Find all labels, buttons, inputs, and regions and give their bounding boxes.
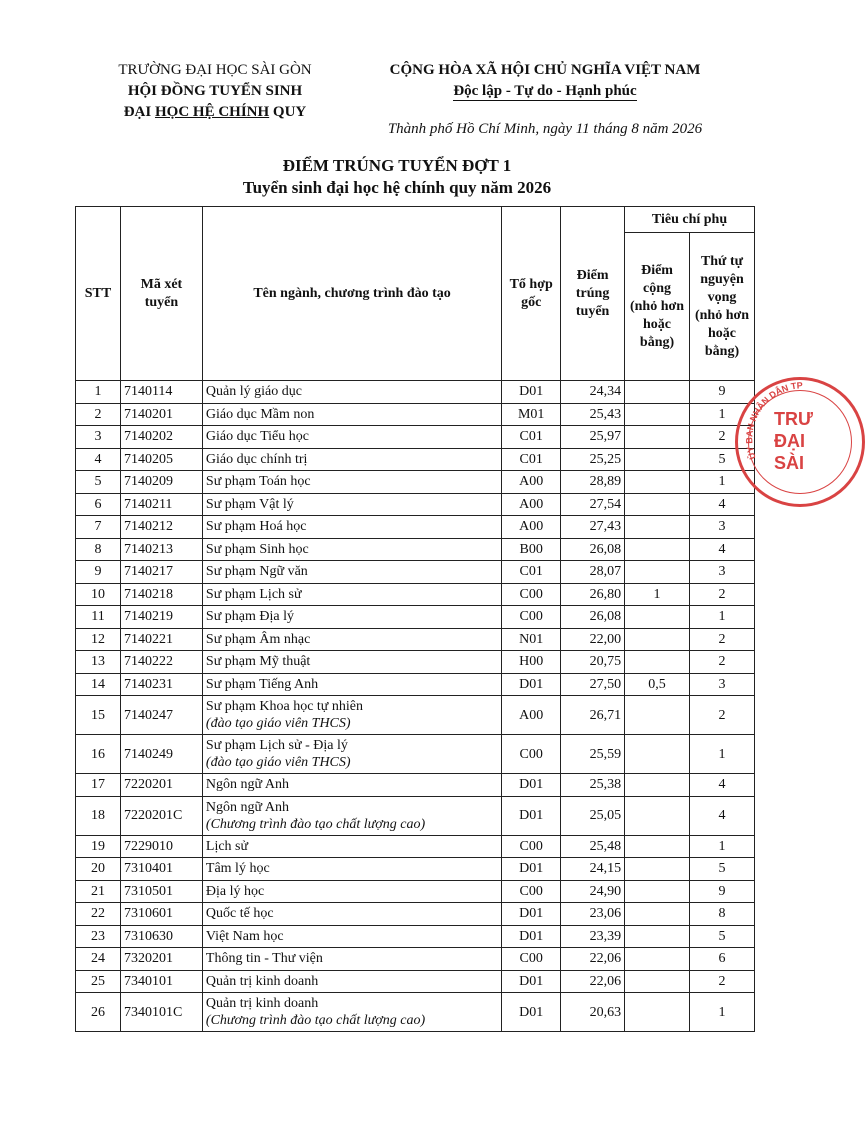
cell-bonus: 1 [625, 583, 690, 606]
cell-score: 26,71 [561, 696, 625, 735]
header-sub-criteria: Tiêu chí phụ [625, 207, 755, 233]
cell-name [202, 673, 501, 696]
cell-bonus [625, 538, 690, 561]
cell-code: 7340101 [120, 970, 202, 993]
cell-score: 25,48 [561, 835, 625, 858]
cell-group: B00 [502, 538, 561, 561]
cell-group: N01 [502, 628, 561, 651]
cell-name [202, 561, 501, 584]
program-title: Sư phạm Lịch sử - Địa lý [205, 738, 348, 753]
seal-line-1: TRƯ [774, 409, 813, 429]
cell-stt: 5 [76, 471, 121, 494]
program-note: (đào tạo giáo viên THCS) [205, 716, 351, 731]
cell-score: 27,50 [561, 673, 625, 696]
cell-bonus [625, 516, 690, 539]
cell-stt: 14 [76, 673, 121, 696]
table-row [76, 673, 755, 696]
program-title: Thông tin - Thư viện [205, 951, 323, 967]
cell-stt: 25 [76, 970, 121, 993]
cell-group: A00 [502, 471, 561, 494]
table-row [76, 835, 755, 858]
cell-order: 3 [689, 516, 754, 539]
cell-group: A00 [502, 493, 561, 516]
cell-group: A00 [502, 516, 561, 539]
cell-order: 5 [689, 858, 754, 881]
cell-bonus [625, 735, 690, 774]
table-row [76, 735, 755, 774]
table-row [76, 471, 755, 494]
cell-code: 7310501 [120, 880, 202, 903]
cell-code: 7320201 [120, 948, 202, 971]
cell-order: 3 [689, 561, 754, 584]
program-note: (đào tạo giáo viên THCS) [205, 755, 351, 770]
cell-score: 22,06 [561, 970, 625, 993]
cell-code: 7310401 [120, 858, 202, 881]
cell-code: 7140205 [120, 448, 202, 471]
university-name: TRƯỜNG ĐẠI HỌC SÀI GÒN [118, 62, 312, 78]
table-row [76, 651, 755, 674]
cell-group: C00 [502, 880, 561, 903]
table-row [76, 880, 755, 903]
cell-name [202, 925, 501, 948]
cell-score: 23,39 [561, 925, 625, 948]
cell-code: 7140231 [120, 673, 202, 696]
cell-name [202, 381, 501, 404]
cell-bonus: 0,5 [625, 673, 690, 696]
cell-code: 7140213 [120, 538, 202, 561]
cell-code: 7220201 [120, 774, 202, 797]
cell-order: 4 [689, 538, 754, 561]
cell-bonus [625, 561, 690, 584]
cell-score: 23,06 [561, 903, 625, 926]
program-title: Quản lý giáo dục [205, 384, 302, 400]
cell-stt: 24 [76, 948, 121, 971]
cell-name [202, 993, 501, 1032]
cell-stt: 23 [76, 925, 121, 948]
program-title: Sư phạm Lịch sử [205, 586, 302, 602]
cell-group: D01 [502, 381, 561, 404]
cell-bonus [625, 948, 690, 971]
table-row [76, 538, 755, 561]
program-title: Sư phạm Tiếng Anh [205, 676, 319, 692]
seal-line-2: ĐẠI [774, 431, 805, 451]
cell-stt: 21 [76, 880, 121, 903]
cell-score: 25,43 [561, 403, 625, 426]
cell-bonus [625, 835, 690, 858]
cell-bonus [625, 651, 690, 674]
cell-code: 7310630 [120, 925, 202, 948]
cell-order: 2 [689, 426, 754, 449]
cell-name [202, 493, 501, 516]
table-row [76, 970, 755, 993]
program-title: Giáo dục Tiểu học [205, 429, 309, 445]
cell-name [202, 516, 501, 539]
cell-order: 5 [689, 448, 754, 471]
header-bonus: Điểm cộng (nhỏ hơn hoặc bằng) [625, 233, 690, 381]
cell-group: M01 [502, 403, 561, 426]
cell-bonus [625, 448, 690, 471]
cell-score: 28,07 [561, 561, 625, 584]
cell-name [202, 735, 501, 774]
cell-bonus [625, 796, 690, 835]
cell-order: 2 [689, 651, 754, 674]
cell-code: 7140219 [120, 606, 202, 629]
cell-code: 7140201 [120, 403, 202, 426]
table-row [76, 448, 755, 471]
cell-name [202, 970, 501, 993]
cell-code: 7310601 [120, 903, 202, 926]
cell-name [202, 583, 501, 606]
program-title: Sư phạm Mỹ thuật [205, 654, 311, 670]
cell-stt: 16 [76, 735, 121, 774]
header-group: Tổ hợp gốc [502, 207, 561, 381]
program-title: Quản trị kinh doanh [205, 996, 319, 1011]
cell-name [202, 903, 501, 926]
cell-stt: 12 [76, 628, 121, 651]
cell-order: 1 [689, 471, 754, 494]
program-title: Sư phạm Địa lý [205, 609, 294, 625]
program-title: Quốc tế học [205, 906, 274, 922]
cell-group: C01 [502, 448, 561, 471]
cell-group: D01 [502, 970, 561, 993]
cell-stt: 18 [76, 796, 121, 835]
cell-bonus [625, 880, 690, 903]
cell-code: 7140211 [120, 493, 202, 516]
cell-code: 7140217 [120, 561, 202, 584]
document-date: Thành phố Hồ Chí Minh, ngày 11 tháng 8 năm 2026 [387, 121, 703, 137]
cell-order: 1 [689, 606, 754, 629]
cell-stt: 8 [76, 538, 121, 561]
cell-score: 25,59 [561, 735, 625, 774]
cell-order: 9 [689, 880, 754, 903]
program-title: Lịch sử [205, 838, 249, 854]
official-seal [735, 377, 865, 507]
cell-code: 7140222 [120, 651, 202, 674]
cell-score: 24,90 [561, 880, 625, 903]
cell-code: 7140218 [120, 583, 202, 606]
table-row [76, 903, 755, 926]
program-title: Ngôn ngữ Anh [205, 799, 289, 815]
cell-stt: 4 [76, 448, 121, 471]
cell-order: 5 [689, 925, 754, 948]
cell-order: 4 [689, 796, 754, 835]
cell-bonus [625, 426, 690, 449]
program-title: Địa lý học [205, 883, 265, 899]
program-title: Giáo dục Mầm non [205, 406, 315, 422]
cell-code: 7140221 [120, 628, 202, 651]
cell-stt: 26 [76, 993, 121, 1032]
header-name: Tên ngành, chương trình đào tạo [202, 207, 501, 381]
cell-stt: 7 [76, 516, 121, 539]
cell-bonus [625, 970, 690, 993]
cell-score: 26,08 [561, 606, 625, 629]
cell-bonus [625, 606, 690, 629]
program-title: Sư phạm Hoá học [205, 519, 307, 535]
cell-name [202, 628, 501, 651]
country-name: CỘNG HÒA XÃ HỘI CHỦ NGHĨA VIỆT NAM [389, 62, 701, 78]
header-order: Thứ tự nguyện vọng (nhỏ hơn hoặc bằng) [689, 233, 754, 381]
council-name: HỘI ĐỒNG TUYỂN SINH [127, 83, 303, 99]
header-code: Mã xét tuyển [120, 207, 202, 381]
program-title: Tâm lý học [205, 861, 270, 877]
cell-score: 25,38 [561, 774, 625, 797]
cell-order: 4 [689, 493, 754, 516]
cell-group: H00 [502, 651, 561, 674]
cell-order: 8 [689, 903, 754, 926]
program-title: Sư phạm Vật lý [205, 496, 294, 512]
cell-group: D01 [502, 673, 561, 696]
cell-group: D01 [502, 925, 561, 948]
cell-bonus [625, 381, 690, 404]
cell-bonus [625, 993, 690, 1032]
national-heading [360, 60, 730, 102]
cell-order: 6 [689, 948, 754, 971]
table-row [76, 858, 755, 881]
cell-name [202, 448, 501, 471]
cell-name [202, 403, 501, 426]
cell-score: 27,43 [561, 516, 625, 539]
national-motto: Độc lập - Tự do - Hạnh phúc [453, 83, 637, 99]
title-line-2: Tuyển sinh đại học hệ chính quy năm 2026 [242, 178, 552, 197]
cell-code: 7140209 [120, 471, 202, 494]
cell-stt: 9 [76, 561, 121, 584]
cell-stt: 6 [76, 493, 121, 516]
svg-text:ỦY BAN NHÂN DÂN TP: ỦY BAN NHÂN DÂN TP [744, 380, 804, 461]
cell-stt: 3 [76, 426, 121, 449]
cell-score: 24,34 [561, 381, 625, 404]
cell-group: C00 [502, 835, 561, 858]
cell-score: 25,05 [561, 796, 625, 835]
cell-group: C00 [502, 948, 561, 971]
cell-stt: 17 [76, 774, 121, 797]
program-note: (Chương trình đào tạo chất lượng cao) [205, 1013, 426, 1028]
cell-order: 2 [689, 970, 754, 993]
cell-score: 25,97 [561, 426, 625, 449]
cell-stt: 13 [76, 651, 121, 674]
cell-code: 7220201C [120, 796, 202, 835]
cell-stt: 15 [76, 696, 121, 735]
program-title: Sư phạm Khoa học tự nhiên [205, 699, 364, 714]
cell-name [202, 651, 501, 674]
program-title: Sư phạm Âm nhạc [205, 631, 311, 647]
header-score: Điểm trúng tuyển [561, 207, 625, 381]
cell-score: 26,08 [561, 538, 625, 561]
cell-name [202, 796, 501, 835]
cell-group: A00 [502, 696, 561, 735]
cell-code: 7340101C [120, 993, 202, 1032]
cell-stt: 20 [76, 858, 121, 881]
cell-group: D01 [502, 796, 561, 835]
cell-score: 20,63 [561, 993, 625, 1032]
program-title: Sư phạm Ngữ văn [205, 564, 308, 580]
cell-name [202, 606, 501, 629]
program-title: Quản trị kinh doanh [205, 973, 319, 989]
cell-order: 2 [689, 628, 754, 651]
cell-order: 9 [689, 381, 754, 404]
table-row [76, 796, 755, 835]
cell-bonus [625, 858, 690, 881]
cell-name [202, 858, 501, 881]
cell-score: 24,15 [561, 858, 625, 881]
cell-stt: 11 [76, 606, 121, 629]
cell-group: C00 [502, 735, 561, 774]
cell-order: 2 [689, 696, 754, 735]
table-row [76, 426, 755, 449]
cell-code: 7140249 [120, 735, 202, 774]
cell-group: D01 [502, 903, 561, 926]
program-title: Ngôn ngữ Anh [205, 777, 289, 793]
table-row [76, 606, 755, 629]
cell-score: 20,75 [561, 651, 625, 674]
cell-code: 7140212 [120, 516, 202, 539]
cell-score: 22,06 [561, 948, 625, 971]
program-title: Giáo dục chính trị [205, 451, 308, 467]
cell-order: 1 [689, 403, 754, 426]
cell-order: 1 [689, 835, 754, 858]
table-row [76, 493, 755, 516]
program-note: (Chương trình đào tạo chất lượng cao) [205, 816, 426, 832]
cell-bonus [625, 493, 690, 516]
table-row [76, 925, 755, 948]
cell-name [202, 696, 501, 735]
cell-stt: 1 [76, 381, 121, 404]
cell-score: 22,00 [561, 628, 625, 651]
table-row [76, 696, 755, 735]
cell-order: 1 [689, 993, 754, 1032]
cell-score: 25,25 [561, 448, 625, 471]
table-row [76, 381, 755, 404]
cell-score: 28,89 [561, 471, 625, 494]
header-stt: STT [76, 207, 121, 381]
cell-bonus [625, 628, 690, 651]
cell-group: C00 [502, 606, 561, 629]
program-name: ĐẠI HỌC HỆ CHÍNH QUY [123, 104, 307, 120]
cell-bonus [625, 903, 690, 926]
program-title: Sư phạm Sinh học [205, 541, 309, 557]
cell-group: D01 [502, 858, 561, 881]
cell-score: 27,54 [561, 493, 625, 516]
program-title: Sư phạm Toán học [205, 474, 311, 490]
cell-name [202, 835, 501, 858]
cell-code: 7229010 [120, 835, 202, 858]
cell-name [202, 538, 501, 561]
cell-code: 7140247 [120, 696, 202, 735]
cell-group: C00 [502, 583, 561, 606]
table-row [76, 516, 755, 539]
cell-name [202, 471, 501, 494]
cell-bonus [625, 696, 690, 735]
document-title [0, 155, 794, 199]
cell-group: C01 [502, 426, 561, 449]
table-row [76, 583, 755, 606]
table-row [76, 993, 755, 1032]
table-row [76, 774, 755, 797]
cell-code: 7140114 [120, 381, 202, 404]
table-row [76, 628, 755, 651]
cell-order: 3 [689, 673, 754, 696]
cell-group: D01 [502, 993, 561, 1032]
cell-bonus [625, 925, 690, 948]
cell-name [202, 948, 501, 971]
table-row [76, 403, 755, 426]
issuer-block [90, 60, 340, 123]
program-title: Việt Nam học [205, 928, 284, 944]
cell-code: 7140202 [120, 426, 202, 449]
cell-stt: 10 [76, 583, 121, 606]
seal-line-3: SÀI [774, 453, 805, 473]
cell-name [202, 426, 501, 449]
cell-bonus [625, 471, 690, 494]
title-line-1: ĐIỂM TRÚNG TUYỂN ĐỢT 1 [282, 156, 512, 175]
cell-stt: 22 [76, 903, 121, 926]
cell-stt: 2 [76, 403, 121, 426]
cell-group: C01 [502, 561, 561, 584]
cell-name [202, 774, 501, 797]
admission-scores-table [75, 206, 755, 1032]
cell-name [202, 880, 501, 903]
cell-group: D01 [502, 774, 561, 797]
cell-order: 2 [689, 583, 754, 606]
cell-order: 1 [689, 735, 754, 774]
cell-order: 4 [689, 774, 754, 797]
cell-stt: 19 [76, 835, 121, 858]
cell-bonus [625, 403, 690, 426]
table-row [76, 948, 755, 971]
cell-score: 26,80 [561, 583, 625, 606]
cell-bonus [625, 774, 690, 797]
table-row [76, 561, 755, 584]
